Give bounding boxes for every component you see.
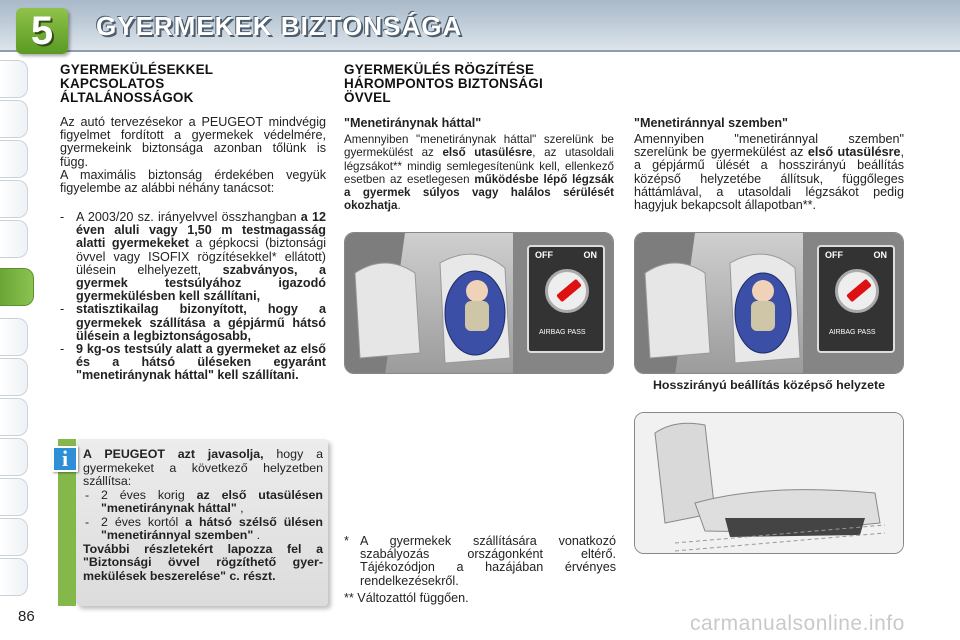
footnote-star: * <box>344 534 349 548</box>
chapter-tab[interactable] <box>0 438 28 476</box>
seat-illustration <box>635 413 904 554</box>
airbag-off-label: OFF <box>535 250 553 260</box>
subheading-rear-facing: "Menetiránynak háttal" <box>344 116 482 130</box>
airbag-key-switch <box>835 269 879 313</box>
airbag-pass-label: AIRBAG PASS <box>539 329 586 336</box>
airbag-off-label: OFF <box>825 250 843 260</box>
chapter-tab[interactable] <box>0 478 28 516</box>
chapter-tab[interactable] <box>0 318 28 356</box>
paragraph: Amennyiben "menetiránynak háttal" szerelünk be gyermekülést az első utasülésre, az utasoldali légzsákot** mindig semlegesítenünk kell, ellenkező esetben az esetlegesen működésbe lépő légzsák a gyermek súlyos vagy halálos sérülését okozhatja. <box>344 133 614 213</box>
paragraph: A maximális biztonság érdekében vegyük figyelembe az alábbi néhány tanácsot: <box>60 168 326 196</box>
paragraph: Az autó tervezésekor a PEUGEOT mindvégig figyelmet fordított a gyermekek védelmére, gyermekeink biztonsága azonban tőlünk is függ. <box>60 115 326 169</box>
info-icon: i <box>52 446 78 472</box>
page-number: 86 <box>18 608 35 625</box>
list-item: - 2 éves kortól a hátsó szélső ülésen "menetiránnyal szemben" . <box>83 516 323 543</box>
page-title: GYERMEKEK BIZTONSÁGA <box>96 11 463 41</box>
chapter-tab[interactable] <box>0 180 28 218</box>
watermark: carmanualsonline.info <box>690 612 905 635</box>
info-box-text: A PEUGEOT azt javasolja, hogy a gyermekeket a következő helyzetben szállítsa: - 2 éves korig az első utasülésen "menetiránynak háttal" , - 2 éves kortól a hátsó szélső ülésen "menetiránnyal szemben" . További részletekért lapozza fel a "Biztonsági övvel rögzíthető gyermekülések beszerelése" c. részt. <box>83 448 323 583</box>
section-heading-general: GYERMEKÜLÉSEKKEL KAPCSOLATOS ÁLTALÁNOSSÁGOK <box>60 62 214 105</box>
chapter-tab[interactable] <box>0 60 28 98</box>
figure-caption: Hosszirányú beállítás középső helyzete <box>652 378 886 392</box>
airbag-on-label: ON <box>873 250 887 260</box>
list-item: - 2 éves korig az első utasülésen "menetiránynak háttal" , <box>83 489 323 516</box>
airbag-key-switch <box>545 269 589 313</box>
list-item: - statisztikailag bizonyított, hogy a gyermekek szállítása a gépjármű hátsó ülésein a legbiztonságosabb, <box>58 303 326 343</box>
footnote: ** Változattól függően. <box>344 591 469 605</box>
airbag-pass-label: AIRBAG PASS <box>829 329 876 336</box>
arrow-icon <box>846 279 872 303</box>
arrow-icon <box>556 279 582 303</box>
chapter-badge: 5 <box>16 8 68 54</box>
list-item: - 9 kg-os testsúly alatt a gyermeket az első és a hátsó üléseken egyaránt "menetiránynak háttal" kell szállítani. <box>58 343 326 383</box>
airbag-on-label: ON <box>583 250 597 260</box>
footnote: * A gyermekek szállítására vonatkozó szabályozás országonként eltérő. Tájékozódjon a hazájában érvényes rendelkezésekről. <box>344 534 616 588</box>
airbag-switch-panel <box>527 245 605 353</box>
advice-list <box>58 211 326 383</box>
list-item: - A 2003/20 sz. irányelvvel összhangban a 12 éven aluli vagy 1,50 m testmagasság alatti gyermekeket a gépkocsi (biztonsági övvel vagy ISOFIX rögzítésekkel* ellátott) ülésein elhelyezett, szabványos, a gyermek testsúlyához igazodó gyermekülésben kell szállítani, <box>58 211 326 303</box>
paragraph: Amennyiben "menetiránnyal szemben" szerelünk be gyermekülést az első utasülésre, a gépjármű ülését a hosszirányú beállítás középső helyzetébe állítsuk, függőleges háttámlával, a utasoldali légzsákot pedig hagyjuk bekapcsolt állapotban**. <box>634 132 904 213</box>
chapter-tab[interactable] <box>0 358 28 396</box>
figure-forward-facing <box>634 232 904 374</box>
chapter-tab[interactable] <box>0 100 28 138</box>
chapter-tab[interactable] <box>0 220 28 258</box>
airbag-switch-panel <box>817 245 895 353</box>
figure-rear-facing <box>344 232 614 374</box>
chapter-tab[interactable] <box>0 398 28 436</box>
chapter-tab[interactable] <box>0 518 28 556</box>
chapter-tab[interactable] <box>0 140 28 178</box>
subheading-forward-facing: "Menetiránnyal szemben" <box>634 116 789 130</box>
chapter-tab[interactable] <box>0 558 28 596</box>
section-heading-belt: GYERMEKÜLÉS RÖGZÍTÉSE HÁROMPONTOS BIZTONSÁGI ÖVVEL <box>344 62 543 105</box>
figure-seat-adjustment <box>634 412 904 554</box>
chapter-tab-active[interactable] <box>0 268 34 306</box>
